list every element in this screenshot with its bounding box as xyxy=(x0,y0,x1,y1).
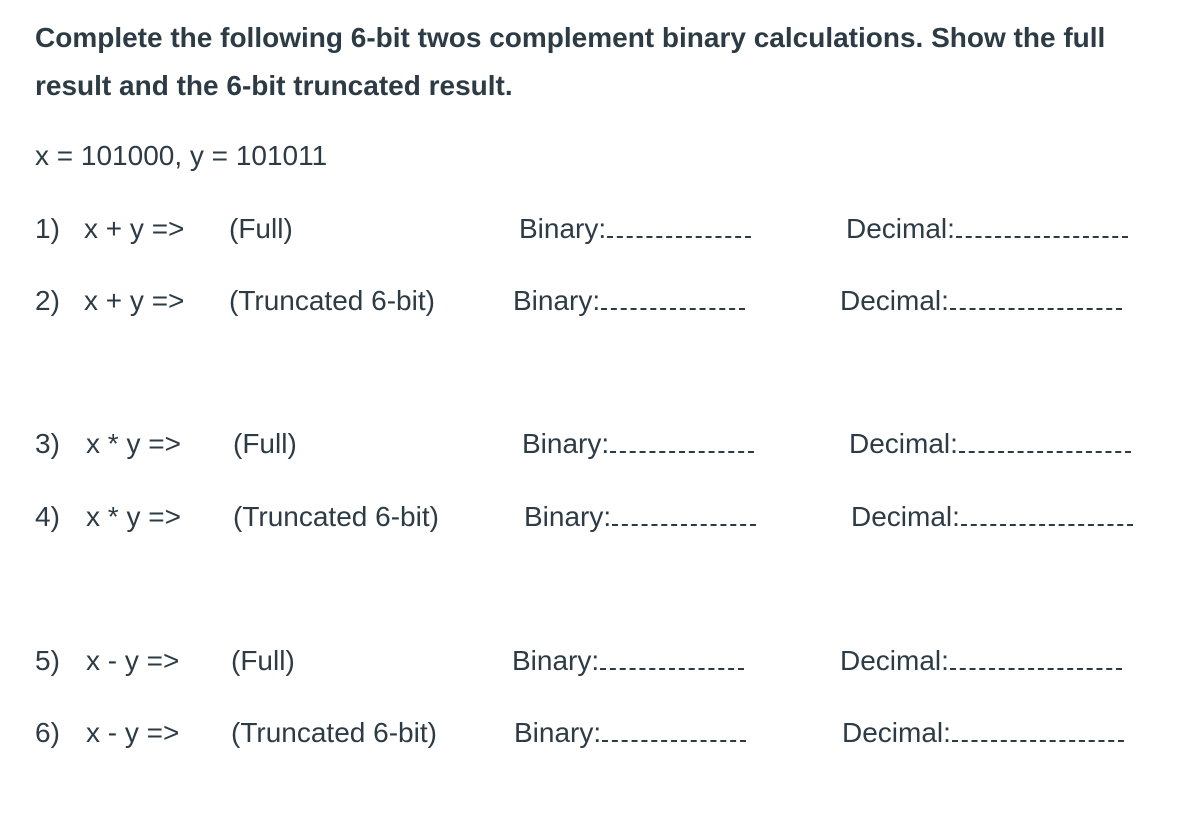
decimal-answer-blank[interactable] xyxy=(959,425,1131,453)
binary-answer xyxy=(522,424,754,464)
question-number: 5) xyxy=(35,645,60,676)
question-expression: x - y => xyxy=(86,645,180,676)
decimal-answer-blank[interactable] xyxy=(950,282,1122,310)
question-number: 1) xyxy=(35,213,60,244)
given-values: x = 101000, y = 101011 xyxy=(35,140,328,171)
decimal-answer xyxy=(846,209,1128,249)
question-row-3 xyxy=(0,424,1198,464)
decimal-answer xyxy=(849,424,1131,464)
binary-answer xyxy=(524,497,756,537)
question-mode: (Truncated 6-bit) xyxy=(229,285,435,316)
question-expression: x * y => xyxy=(86,428,181,459)
decimal-label: Decimal: xyxy=(849,428,958,459)
binary-answer-blank[interactable] xyxy=(610,425,754,453)
question-row-5 xyxy=(0,641,1198,681)
question-expression: x * y => xyxy=(86,501,181,532)
decimal-answer xyxy=(840,281,1122,321)
binary-answer xyxy=(512,641,744,681)
question-mode: (Truncated 6-bit) xyxy=(233,501,439,532)
decimal-label: Decimal: xyxy=(840,285,949,316)
question-expression: x + y => xyxy=(84,285,185,316)
decimal-answer-blank[interactable] xyxy=(961,498,1133,526)
decimal-answer-blank[interactable] xyxy=(956,210,1128,238)
binary-answer-blank[interactable] xyxy=(612,498,756,526)
binary-label: Binary: xyxy=(513,285,601,316)
question-row-6 xyxy=(0,713,1198,753)
decimal-answer xyxy=(840,641,1122,681)
decimal-answer xyxy=(851,497,1133,537)
binary-answer xyxy=(519,209,751,249)
binary-answer xyxy=(514,713,746,753)
instructions-heading: Complete the following 6-bit twos complement binary calculations. Show the full result and the 6-bit truncated result. xyxy=(35,22,1106,101)
question-mode: (Full) xyxy=(233,428,297,459)
decimal-label: Decimal: xyxy=(842,717,951,748)
decimal-answer xyxy=(842,713,1124,753)
binary-label: Binary: xyxy=(512,645,600,676)
binary-label: Binary: xyxy=(514,717,602,748)
decimal-label: Decimal: xyxy=(851,501,960,532)
question-row-4 xyxy=(0,497,1198,537)
decimal-answer-blank[interactable] xyxy=(950,642,1122,670)
binary-label: Binary: xyxy=(524,501,612,532)
question-row-1 xyxy=(0,209,1198,249)
binary-label: Binary: xyxy=(519,213,607,244)
binary-answer xyxy=(513,281,745,321)
question-mode: (Truncated 6-bit) xyxy=(231,717,437,748)
question-number: 6) xyxy=(35,717,60,748)
binary-answer-blank[interactable] xyxy=(602,714,746,742)
binary-label: Binary: xyxy=(522,428,610,459)
binary-answer-blank[interactable] xyxy=(600,642,744,670)
decimal-label: Decimal: xyxy=(840,645,949,676)
decimal-answer-blank[interactable] xyxy=(952,714,1124,742)
question-expression: x - y => xyxy=(86,717,180,748)
binary-answer-blank[interactable] xyxy=(601,282,745,310)
decimal-label: Decimal: xyxy=(846,213,955,244)
binary-answer-blank[interactable] xyxy=(607,210,751,238)
question-number: 3) xyxy=(35,428,60,459)
question-mode: (Full) xyxy=(231,645,295,676)
question-row-2 xyxy=(0,281,1198,321)
question-number: 2) xyxy=(35,285,60,316)
question-mode: (Full) xyxy=(229,213,293,244)
question-expression: x + y => xyxy=(84,213,185,244)
question-number: 4) xyxy=(35,501,60,532)
